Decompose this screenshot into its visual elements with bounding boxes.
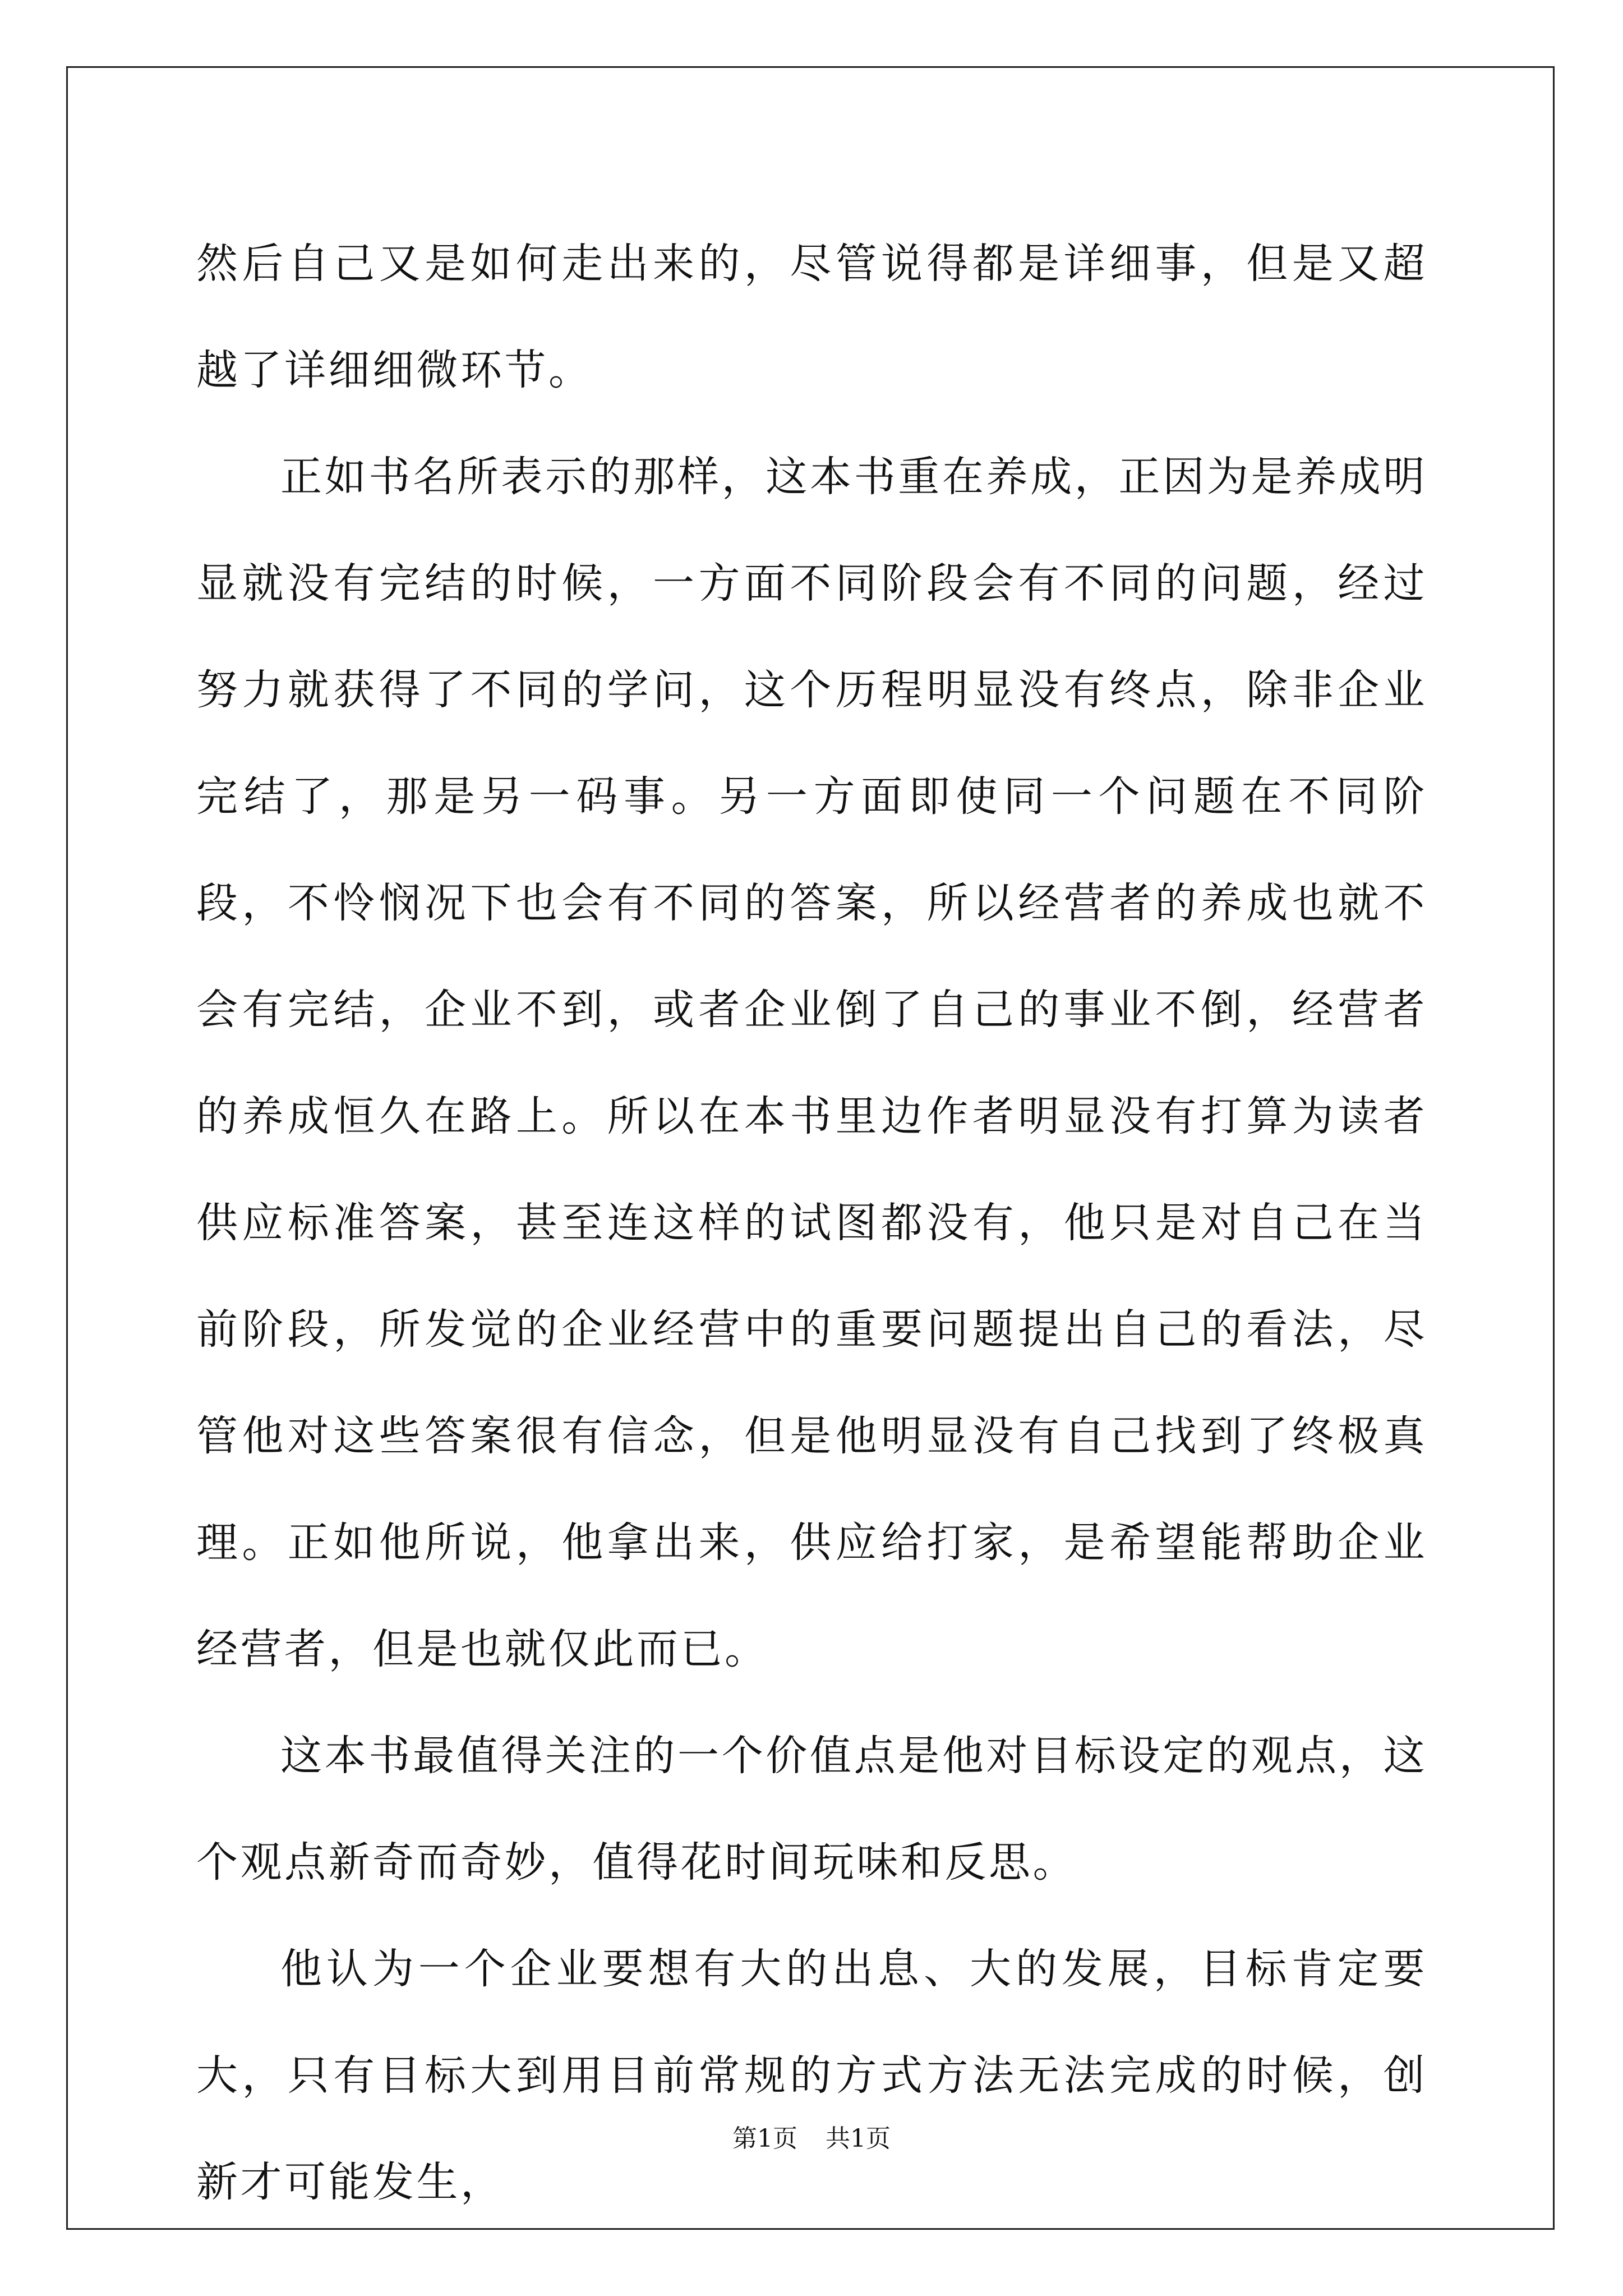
page-total: 共1页 (826, 2124, 891, 2153)
paragraph-2: 正如书名所表示的那样，这本书重在养成，正因为是养成明显就没有完结的时候，一方面不同阶段会有不同的问题，经过努力就获得了不同的学问，这个历程明显没有终点，除非企业完结了，那是另一码事。另一方面即使同一个问题在不同阶段，不怜悯况下也会有不同的答案，所以经营者的养成也就不会有完结，企业不到，或者企业倒了自己的事业不倒，经营者的养成恒久在路上。所以在本书里边作者明显没有打算为读者供应标准答案，甚至连这样的试图都没有，他只是对自己在当前阶段，所发觉的企业经营中的重要问题提出自己的看法，尽管他对这些答案很有信念，但是他明显没有自己找到了终极真理。正如他所说，他拿出来，供应给打家，是希望能帮助企业经营者，但是也就仅此而已。 (196, 453, 1427, 1673)
page-number: 第1页 (732, 2124, 797, 2153)
paragraph-4: 他认为一个企业要想有大的出息、大的发展，目标肯定要大，只有目标大到用目前常规的方式方法无法完成的时候，创新才可能发生， (196, 1945, 1427, 2206)
paragraph-3: 这本书最值得关注的一个价值点是他对目标设定的观点，这个观点新奇而奇妙，值得花时间玩味和反思。 (196, 1732, 1427, 1887)
paragraph-1: 然后自己又是如何走出来的，尽管说得都是详细事，但是又超越了详细细微环节。 (196, 240, 1427, 394)
document-body (196, 210, 1427, 2235)
page-footer (0, 2122, 1623, 2156)
